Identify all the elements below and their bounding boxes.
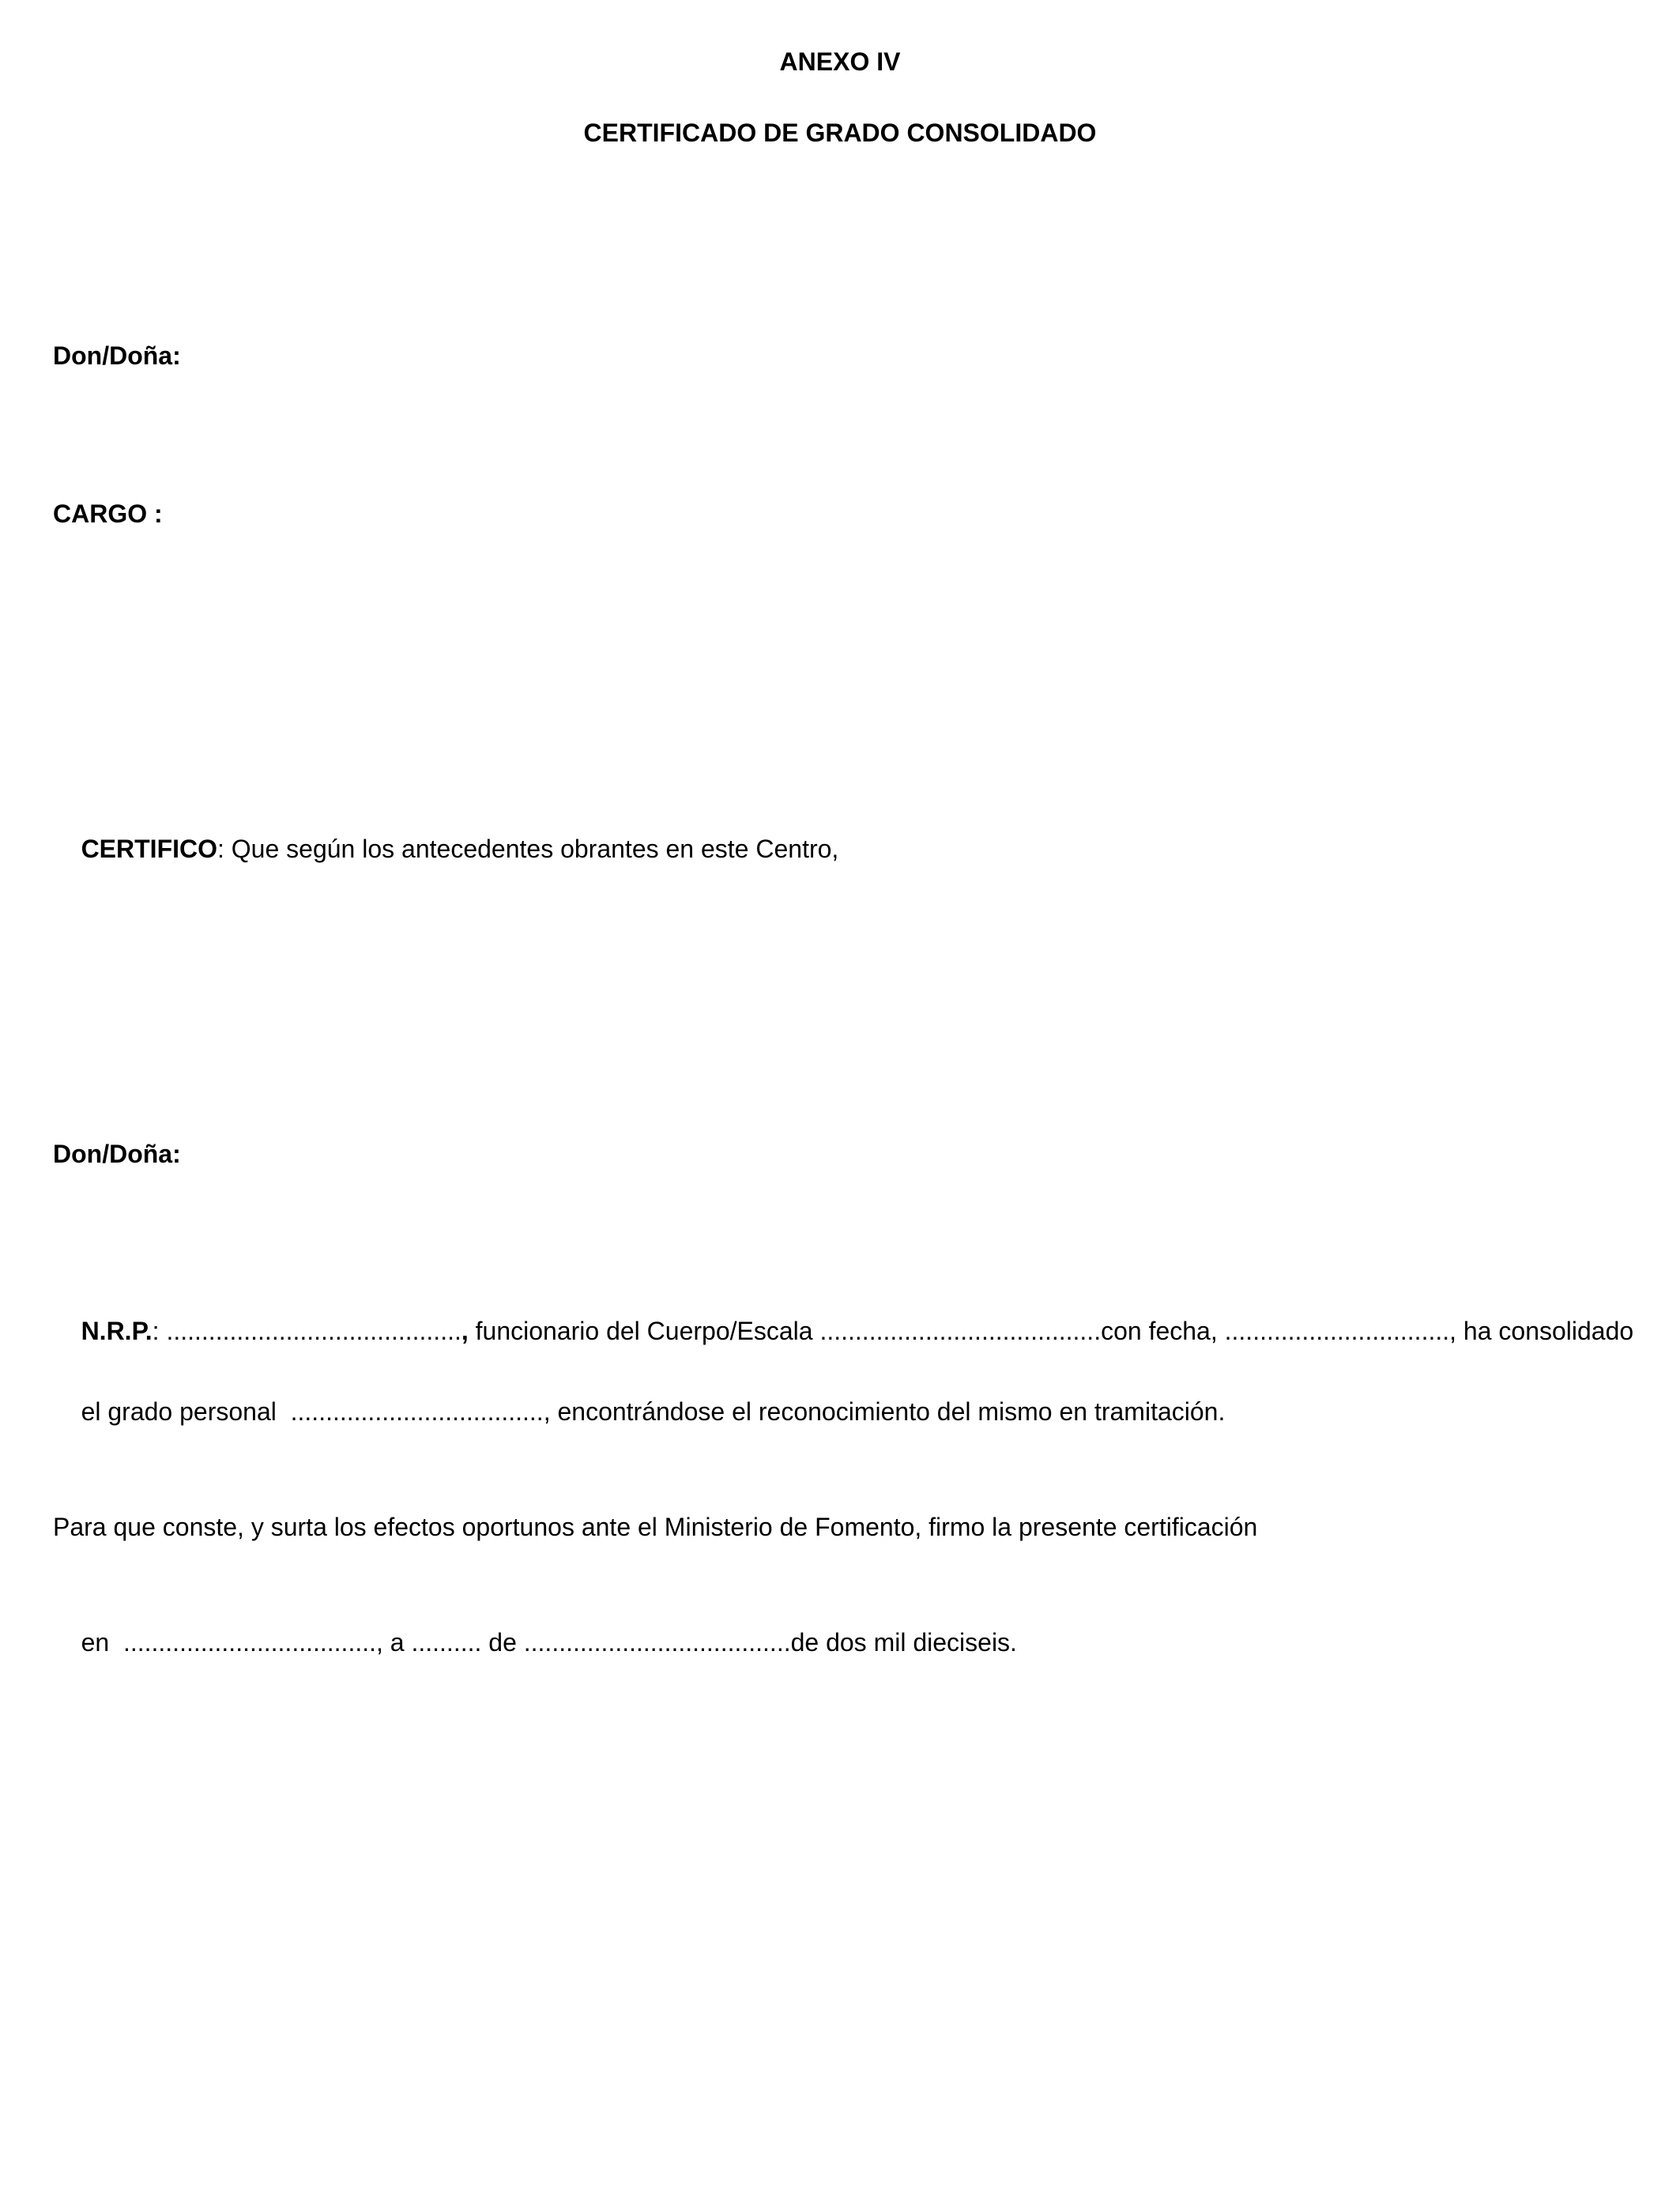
grado-text-1: el grado personal	[81, 1397, 291, 1426]
don-dona-label-1: Don/Doña:	[53, 341, 181, 370]
closing-dots-2: ..........	[411, 1627, 482, 1657]
closing-line-1: Para que conste, y surta los efectos oportunos ante el Ministerio de Fomento, firmo la presente certificación	[53, 1513, 1258, 1541]
nrp-dots-1: ..........................................	[166, 1316, 461, 1345]
document-subtitle: CERTIFICADO DE GRADO CONSOLIDADO	[583, 119, 1097, 147]
closing-dots-1: ....................................	[122, 1627, 376, 1657]
closing-text-2: , a	[376, 1627, 412, 1657]
cargo-label: CARGO :	[53, 499, 163, 528]
document-title: ANEXO IV	[779, 47, 901, 76]
certifico-text: : Que según los antecedentes obrantes en este Centro,	[217, 834, 839, 863]
grado-dots: ....................................	[290, 1397, 544, 1426]
nrp-dots-2: ........................................	[819, 1316, 1102, 1345]
nrp-text-3: , ha consolidado	[1449, 1316, 1634, 1345]
nrp-comma: ,	[461, 1316, 469, 1345]
closing-dots-3: ......................................	[523, 1627, 791, 1657]
certifico-line	[53, 800, 838, 899]
closing-text-1: en	[81, 1627, 123, 1657]
closing-text-3: de	[481, 1627, 524, 1657]
closing-text-4: de dos mil dieciseis.	[790, 1627, 1017, 1657]
grado-line	[53, 1363, 1225, 1461]
nrp-colon: :	[152, 1316, 167, 1345]
grado-text-2: , encontrándose el reconocimiento del mismo en tramitación.	[543, 1397, 1226, 1426]
nrp-text-1: funcionario del Cuerpo/Escala	[468, 1316, 820, 1345]
closing-line-2	[53, 1593, 1017, 1692]
nrp-label: N.R.P.	[81, 1316, 153, 1345]
nrp-text-2: con fecha,	[1101, 1316, 1225, 1345]
certifico-label: CERTIFICO	[81, 834, 217, 863]
nrp-dots-3: ................................	[1224, 1316, 1450, 1345]
don-dona-label-2: Don/Doña:	[53, 1140, 181, 1168]
